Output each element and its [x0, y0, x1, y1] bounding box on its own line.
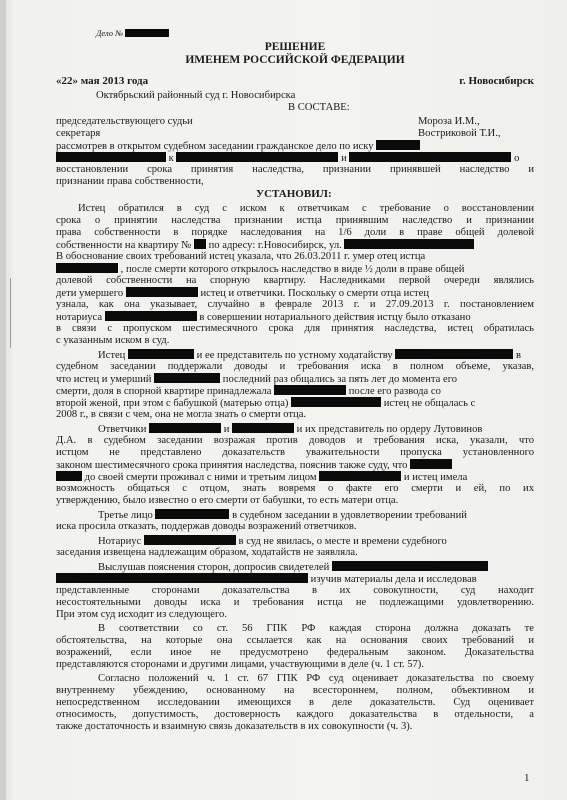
p3-line-4 — [56, 385, 441, 398]
text: второй женой, при этом с бабушкой (матерью отца) — [56, 398, 289, 409]
text: к — [168, 153, 174, 164]
presiding-name: Мороза И.М., — [418, 116, 480, 127]
p8-line-2: обстоятельства, на которые она ссылается как на основания своих требований и — [56, 635, 534, 646]
composition-label: В СОСТАВЕ: — [288, 102, 350, 113]
p9-line-1: Согласно положений ч. 1 ст. 67 ГПК РФ суд оценивает доказательства по своему — [98, 673, 534, 684]
redaction — [155, 509, 229, 519]
p3-line-5 — [56, 397, 475, 410]
text: по адресу: г.Новосибирск, ул. — [208, 240, 342, 251]
p5-line-2: иска просила отказать, поддержав доводы возражений ответчиков. — [56, 521, 357, 532]
p2-line-2 — [56, 263, 464, 276]
title-decision: РЕШЕНИЕ — [264, 41, 326, 53]
redaction — [154, 373, 220, 383]
redaction — [319, 471, 401, 481]
p8-line-3: возражений, если иное не предусмотрено федеральным законом. Доказательства — [56, 647, 534, 658]
considered-line-4: признании права собственности, — [56, 176, 204, 187]
text: и их представитель по ордеру Лутовинов — [296, 424, 483, 435]
p1-line-3: права собственности в порядке наследования на 1/6 доли в праве общей долевой — [56, 227, 534, 238]
p1-line-1: Истец обратился в суд с иском к ответчикам с требование о восстановлении — [78, 203, 534, 214]
p4-line-5 — [56, 471, 467, 484]
text: Нотариус — [98, 536, 142, 547]
redaction — [291, 397, 381, 407]
redaction — [126, 287, 198, 297]
text: Третье лицо — [98, 510, 153, 521]
text: в совершении нотариального действия истцу было отказано — [199, 312, 471, 323]
text: в суд не явилась, о месте и времени судебного — [238, 536, 447, 547]
p1-line-2: срока о принятии наследства признании истца принявшим наследство и признании — [56, 215, 534, 226]
text: истец и ответчики. Поскольку о смерти отца истец — [200, 288, 430, 299]
text: изучив материалы дела и исследовав — [310, 574, 477, 585]
scan-edge — [0, 0, 6, 800]
text: рассмотрев в открытом судебном заседании гражданское дело по иску — [56, 141, 374, 152]
secretary-label: секретаря — [56, 128, 101, 139]
court-name: Октябрьский районный суд г. Новосибирска — [96, 90, 296, 101]
p6-line-1 — [98, 535, 447, 548]
p7-line-1 — [98, 561, 488, 574]
p4-line-6: возможность общаться с отцом, знать вовремя о факте его смерти и ей, по их — [56, 483, 534, 494]
established-heading: УСТАНОВИЛ: — [256, 188, 332, 200]
redaction — [149, 423, 221, 433]
text: что истец и умерший — [56, 374, 152, 385]
text: и истец имела — [403, 472, 468, 483]
p9-line-2: внутреннему убеждению, основанному на всестороннем, полном, объективном и — [56, 685, 534, 696]
text: законом шестимесячного срока принятия наследства, пояснив также суду, что — [56, 460, 408, 471]
p7-line-5: При этом суд исходит из следующего. — [56, 609, 227, 620]
p3-line-1 — [98, 349, 521, 362]
p4-line-3: истцом не представлено доказательств уважительности пропуска установленного — [56, 447, 534, 458]
presiding-label: председательствующего судьи — [56, 116, 193, 127]
p3-line-2: судебном заседании поддержали доводы и требования иска в полном объеме, указав, — [56, 361, 534, 372]
text: нотариуса — [56, 312, 103, 323]
redaction — [274, 385, 346, 395]
text: после его развода со — [348, 386, 441, 397]
p8-line-1: В соответствии со ст. 56 ГПК РФ каждая сторона должна доказать те — [98, 623, 534, 634]
redaction — [56, 471, 82, 481]
text: Истец — [98, 350, 126, 361]
text: Ответчики — [98, 424, 147, 435]
secretary-name: Востриковой Т.И., — [418, 128, 501, 139]
text: истец не общалась с — [383, 398, 476, 409]
p2-line-5: узнала, как она указывает, случайно в феврале 2013 г. и 27.09.2013 г. постановлением — [56, 299, 534, 310]
redaction — [232, 423, 294, 433]
p3-line-3 — [56, 373, 457, 386]
text: и ее представитель по устному ходатайству — [196, 350, 393, 361]
p8-line-4: представляются сторонами и другими лицами, участвующими в деле (ч. 1 ст. 57). — [56, 659, 424, 670]
p3-line-6: 2008 г., в связи с чем, она не могла знать о смерти отца. — [56, 409, 307, 420]
case-number — [96, 28, 169, 40]
redaction — [349, 152, 511, 162]
redaction — [125, 29, 169, 37]
p7-line-3: представленные сторонами доказательства в их совокупности, суд находит — [56, 585, 534, 596]
text: последний раз общались за пять лет до момента его — [222, 374, 458, 385]
decision-city: г. Новосибирск — [459, 75, 534, 87]
redaction — [128, 349, 194, 359]
text: о — [514, 153, 520, 164]
p2-line-3: долевой собственности на спорную квартиру. Наследниками первой очереди являлись — [56, 275, 534, 286]
page-number: 1 — [524, 772, 530, 784]
decision-date: «22» мая 2013 года — [56, 75, 149, 87]
p6-line-2: заседания извещена надлежащим образом, ходатайств не заявляла. — [56, 547, 358, 558]
redaction — [332, 561, 488, 571]
title-in-name-of-rf: ИМЕНЕМ РОССИЙСКОЙ ФЕДЕРАЦИИ — [185, 54, 405, 66]
p4-line-1 — [98, 423, 482, 436]
text: смерти, доля в спорной квартире принадлежала — [56, 386, 272, 397]
p9-line-5: также достаточность и взаимную связь доказательств в их совокупности (ч. 3). — [56, 721, 413, 732]
p2-line-1: В обоснование своих требований истец указала, что 26.03.2011 г. умер отец истца — [56, 251, 426, 262]
redaction — [376, 140, 420, 150]
redaction — [176, 152, 338, 162]
p2-line-8: с указанным иском в суд. — [56, 335, 170, 346]
case-label: Дело № — [96, 28, 124, 38]
text: в — [515, 350, 521, 361]
text: дети умершего — [56, 288, 124, 299]
p2-line-6 — [56, 311, 471, 324]
redaction — [56, 152, 166, 162]
p9-line-3: непосредственном исследовании имеющихся в деле доказательств. Суд оценивает — [56, 697, 534, 708]
redaction — [105, 311, 197, 321]
p9-line-4: относимость, допустимость, достоверность каждого доказательства в отдельности, а — [56, 709, 534, 720]
text: собственности на квартиру № — [56, 240, 192, 251]
redaction — [344, 239, 474, 249]
text: до своей смерти проживал с ними и третьим лицом — [84, 472, 317, 483]
redaction — [144, 535, 236, 545]
considered-line-3: восстановлении срока принятия наследства, признании принявшей наследство и — [56, 164, 534, 175]
considered-line-1 — [56, 140, 420, 153]
redaction — [56, 573, 308, 583]
p2-line-4 — [56, 287, 429, 300]
text: в судебном заседании в удовлетворении требований — [232, 510, 467, 521]
p7-line-4: несостоятельными доводы иска и требования истца не подлежащими удовлетворению. — [56, 597, 534, 608]
p7-line-2 — [56, 573, 477, 586]
margin-mark — [10, 278, 11, 348]
text: , после смерти которого открылось наследство в виде ½ доли в праве общей — [120, 264, 465, 275]
p4-line-4 — [56, 459, 452, 472]
p1-line-4 — [56, 239, 474, 252]
text: Выслушав пояснения сторон, допросив свидетелей — [98, 562, 330, 573]
redaction — [194, 239, 206, 249]
redaction — [56, 263, 118, 273]
text: и — [223, 424, 230, 435]
p5-line-1 — [98, 509, 467, 522]
p4-line-2: Д.А. в судебном заседании возражая против доводов и требования иска, указали, что — [56, 435, 534, 446]
p4-line-7: утверждению, было известно о его смерти от бабушки, то есть матери отца. — [56, 495, 399, 506]
text: и — [341, 153, 347, 164]
considered-line-2 — [56, 152, 519, 165]
redaction — [410, 459, 452, 469]
p2-line-7: в связи с пропуском шестимесячного срока для принятия наследства, истец обратилась — [56, 323, 534, 334]
redaction — [395, 349, 513, 359]
